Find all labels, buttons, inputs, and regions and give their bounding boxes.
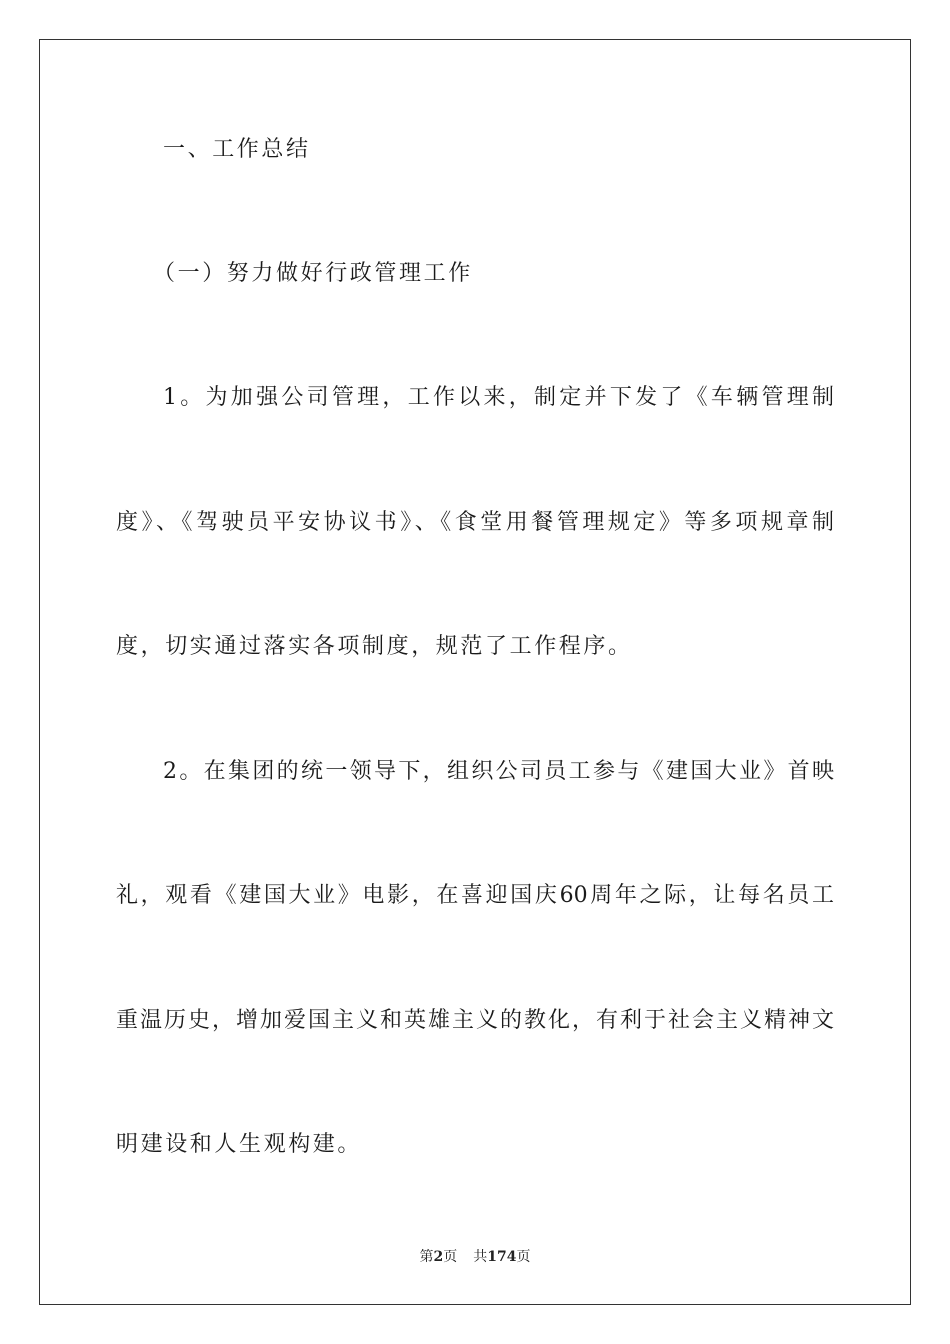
- page-number: 2: [433, 1249, 444, 1265]
- paragraph-line: 明建设和人生观构建。: [116, 1132, 363, 1157]
- total-suffix: 页: [516, 1249, 531, 1265]
- paragraph-line: 度》、《驾驶员平安协议书》、《食堂用餐管理规定》等多项规章制: [116, 510, 834, 535]
- page-frame: [39, 39, 911, 1305]
- page-footer: [0, 1248, 950, 1266]
- paragraph-line: 重温历史，增加爱国主义和英雄主义的教化，有利于社会主义精神文: [116, 1008, 834, 1033]
- subsection-heading: （一）努力做好行政管理工作: [153, 261, 473, 286]
- paragraph-line: 2。在集团的统一领导下，组织公司员工参与《建国大业》首映: [163, 759, 834, 784]
- page-suffix: 页: [443, 1249, 458, 1265]
- total-prefix: 共: [473, 1249, 488, 1265]
- total-pages: 174: [487, 1249, 517, 1265]
- section-heading: 一、工作总结: [163, 137, 311, 162]
- paragraph-line: 度，切实通过落实各项制度，规范了工作程序。: [116, 634, 633, 659]
- page-prefix: 第: [419, 1249, 434, 1265]
- paragraph-line: 礼，观看《建国大业》电影，在喜迎国庆60周年之际，让每名员工: [116, 883, 834, 908]
- paragraph-line: 1。为加强公司管理，工作以来，制定并下发了《车辆管理制: [163, 385, 834, 410]
